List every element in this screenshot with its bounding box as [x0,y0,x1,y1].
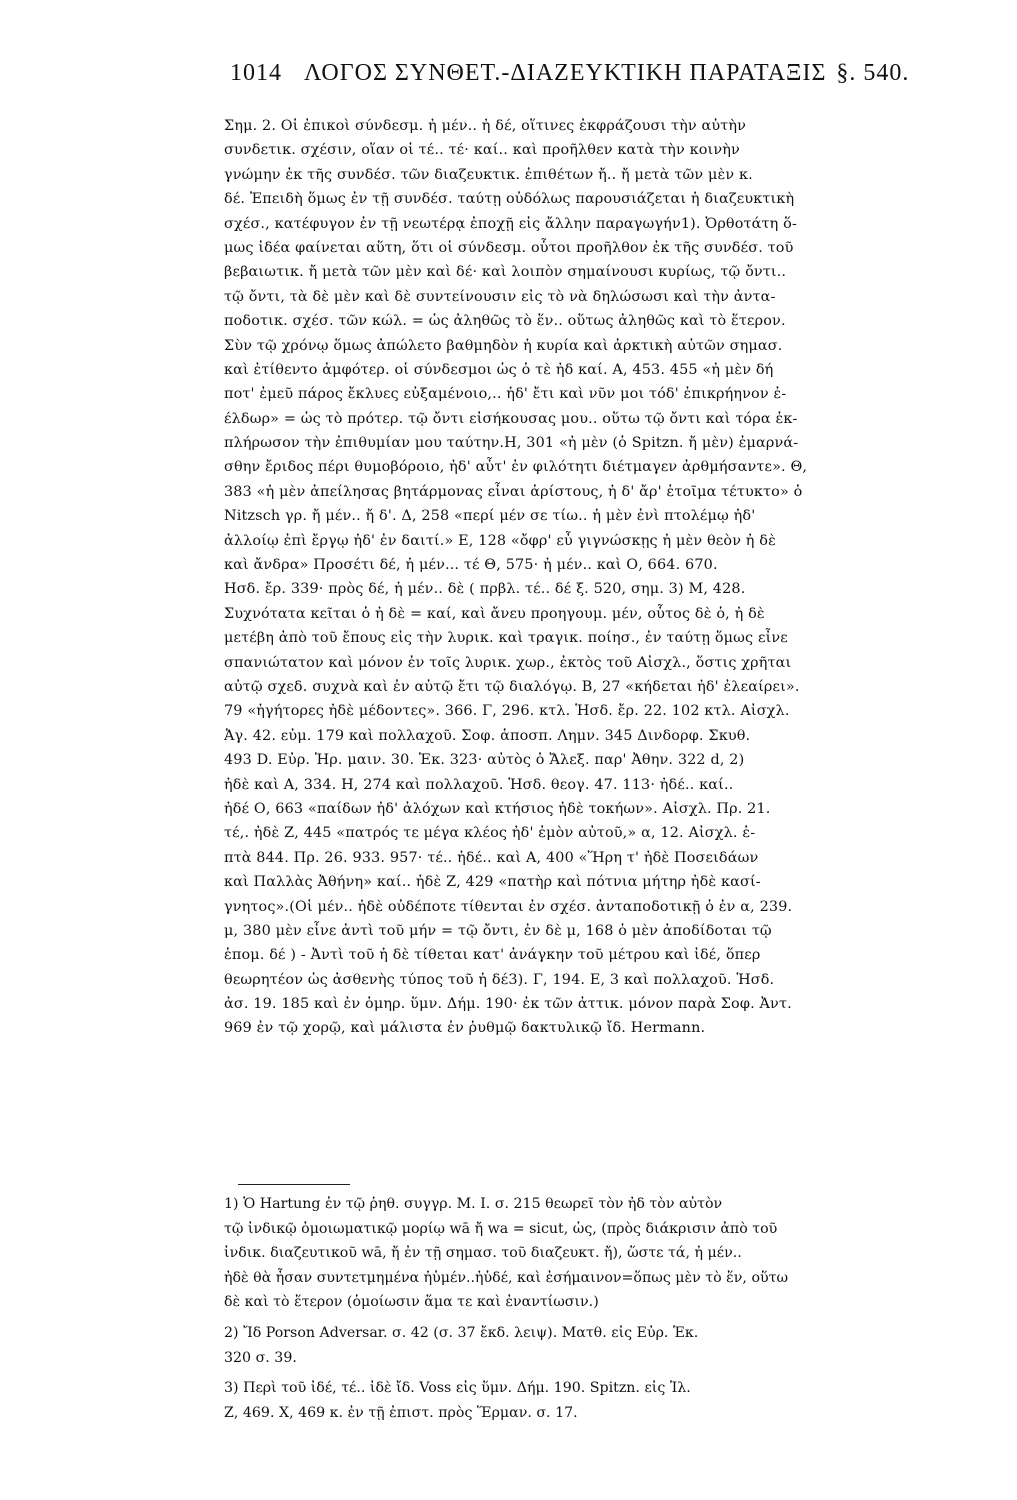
text-line: ἀσ. 19. 185 καὶ ἐν ὁμηρ. ὕμν. Δήμ. 190· ἐκ τῶν ἀττικ. μόνον παρὰ Σοφ. Ἀντ. [224,996,792,1013]
text-line: μ, 380 μὲν εἶνε ἀντὶ τοῦ μήν = τῷ ὄντι, ἐν δὲ μ, 168 ὁ μὲν ἀποδίδοται τῷ [224,922,772,939]
text-line: σθην ἔριδος πέρι θυμοβόροιο, ἠδ' αὖτ' ἐν φιλότητι διέτμαγεν ἀρθμήσαντε». Θ, [224,459,808,476]
text-line: σπανιώτατον καὶ μόνον ἐν τοῖς λυρικ. χωρ., ἐκτὸς τοῦ Αἰσχλ., ὅστις χρῆται [224,654,792,671]
text-line: ἠδὲ καὶ Α, 334. Η, 274 καὶ πολλαχοῦ. Ἡσδ. θεογ. 47. 113· ἠδέ.. καί.. [224,776,734,793]
text-line: 79 «ἡγήτορες ἠδὲ μέδοντες». 366. Γ, 296. κτλ. Ἡσδ. ἔρ. 22. 102 κτλ. Αἰσχλ. [224,703,790,720]
text-line: σχέσ., κατέφυγον ἐν τῇ νεωτέρᾳ ἐποχῇ εἰς ἄλλην παραγωγήν1). Ὀρθοτάτη ὅ- [224,215,797,232]
text-line: ἀλλοίῳ ἐπὶ ἔργῳ ἠδ' ἐν δαιτί.» Ε, 128 «ὄφρ' εὖ γιγνώσκῃς ἠ μὲν θεὸν ἠ δὲ [224,532,776,549]
text-line: ἑπομ. δέ ) - Ἀντὶ τοῦ ἠ δὲ τίθεται κατ' ἀνάγκην τοῦ μέτρου καὶ ἰδέ, ὅπερ [224,947,761,964]
text-line: Ἀγ. 42. εὐμ. 179 καὶ πολλαχοῦ. Σοφ. ἀποσπ. Λημν. 345 Δινδορφ. Σκυθ. [224,727,751,744]
text-line: τῷ ὄντι, τὰ δὲ μὲν καὶ δὲ συντείνουσιν εἰς τὸ νὰ δηλώσωσι καὶ τὴν ἀντα- [224,288,776,305]
text-line: 383 «ἠ μὲν ἀπείλησας βητάρμονας εἶναι ἀρίστους, ἠ δ' ἄρ' ἑτοῖμα τέτυκτο» ὁ [224,483,803,500]
text-line: ἠδέ Ο, 663 «παίδων ἠδ' ἀλόχων καὶ κτήσιος ἠδὲ τοκήων». Αἰσχλ. Πρ. 21. [224,800,771,817]
text-line: μως ἰδέα φαίνεται αὕτη, ὅτι οἱ σύνδεσμ. οὗτοι προῆλθον ἐκ τῆς συνδέσ. τοῦ [224,239,794,256]
section-number: §. 540. [836,60,910,86]
text-line: Nitzsch γρ. ἤ μέν.. ἤ δ'. Δ, 258 «περί μέν σε τίω.. ἠ μὲν ἐνὶ πτολέμῳ ἠδ' [224,508,756,525]
text-line: 969 ἐν τῷ χορῷ, καὶ μάλιστα ἐν ῥυθμῷ δακτυλικῷ ἴδ. Hermann. [224,1020,706,1037]
footnote-line: 320 σ. 39. [224,1349,297,1366]
text-line: καὶ ἄνδρα» Προσέτι δέ, ἠ μέν... τέ Θ, 575· ἠ μέν.. καὶ Ο, 664. 670. [224,557,718,574]
footnote-line: ἰνδικ. διαζευτικοῦ wā, ἤ ἐν τῇ σημασ. τοῦ διαζευκτ. ἤ), ὥστε τά, ἠ μέν.. [224,1245,742,1262]
text-line: ποδοτικ. σχέσ. τῶν κώλ. = ὡς ἀληθῶς τὸ ἕν.. οὕτως ἀληθῶς καὶ τὸ ἕτερον. [224,313,786,330]
text-line: γνώμην ἐκ τῆς συνδέσ. τῶν διαζευκτικ. ἐπιθέτων ἤ.. ἤ μετὰ τῶν μὲν κ. [224,166,753,183]
text-line: Ησδ. ἔρ. 339· πρὸς δέ, ἠ μέν.. δὲ ( πρβλ. τέ.. δέ ξ. 520, σημ. 3) Μ, 428. [224,581,746,598]
footnote-line: 2) Ἴδ Porson Adversar. σ. 42 (σ. 37 ἔκδ. λειψ). Ματθ. εἰς Εὐρ. Ἑκ. [224,1324,699,1341]
text-line: πλήρωσον τὴν ἐπιθυμίαν μου ταύτην.Η, 301 «ἠ μὲν (ὁ Spitzn. ἤ μὲν) ἐμαρνά- [224,435,799,452]
footnote-line: δὲ καὶ τὸ ἕτερον (ὁμοίωσιν ἅμα τε καὶ ἐναντίωσιν.) [224,1294,599,1311]
text-line: συνδετικ. σχέσιν, οἵαν οἱ τέ.. τέ· καί.. καὶ προῆλθεν κατὰ τὴν κοινὴν [224,142,740,159]
text-line: αὐτῷ σχεδ. συχνὰ καὶ ἐν αὐτῷ ἔτι τῷ διαλόγῳ. Β, 27 «κήδεται ἠδ' ἐλεαίρει». [224,678,800,695]
text-line: έλδωρ» = ὡς τὸ πρότερ. τῷ ὄντι εἰσήκουσας μου.. οὕτω τῷ ὄντι καὶ τόρα ἐκ- [224,410,798,427]
footnote-3 [224,1376,918,1425]
running-header [230,60,930,100]
text-line: θεωρητέον ὡς ἀσθενὴς τύπος τοῦ ἠ δέ3). Γ, 194. Ε, 3 καὶ πολλαχοῦ. Ἡσδ. [224,971,775,988]
text-line: Σὺν τῷ χρόνῳ ὅμως ἀπώλετο βαθμηδὸν ἡ κυρία καὶ ἀρκτικὴ αὐτῶν σημασ. [224,337,783,354]
chapter-title: ΛΟΓΟΣ ΣΥΝΘΕΤ.-ΔΙΑΖΕΥΚΤΙΚΗ ΠΑΡΑΤΑΞΙΣ [304,60,827,86]
footnote-line: 1) Ὁ Hartung ἐν τῷ ῥηθ. συγγρ. Μ. Ι. σ. 215 θεωρεῖ τὸν ἠδ τὸν αὐτὸν [224,1196,723,1212]
text-line: Σημ. 2. Οἱ ἐπικοὶ σύνδεσμ. ἠ μέν.. ἠ δέ, οἵτινες ἐκφράζουσι τὴν αὐτὴν [224,118,747,134]
text-line: ποτ' ἐμεῦ πάρος ἔκλυες εὐξαμένοιο,.. ἠδ' ἔτι καὶ νῦν μοι τόδ' ἐπικρήηνον ἐ- [224,386,787,403]
text-line: τέ,. ἠδὲ Ζ, 445 «πατρός τε μέγα κλέος ἠδ' ἐμὸν αὐτοῦ,» α, 12. Αἰσχλ. ἑ- [224,825,756,842]
text-line: δέ. Ἐπειδὴ ὅμως ἐν τῇ συνδέσ. ταύτῃ οὐδόλως παρουσιάζεται ἡ διαζευκτικὴ [224,191,795,208]
text-line: πτὰ 844. Πρ. 26. 933. 957· τέ.. ἠδέ.. καὶ Α, 400 «Ἥρη τ' ἠδὲ Ποσειδάων [224,849,759,866]
footnote-line: ἠδὲ θὰ ἦσαν συντετμημένα ἠὑμέν..ἠὑδέ, καὶ ἐσήμαινον=ὅπως μὲν τὸ ἕν, οὕτω [224,1269,789,1286]
page-number: 1014 [230,60,282,86]
footnote-line: Ζ, 469. Χ, 469 κ. ἐν τῇ ἐπιστ. πρὸς Ἕρμαν. σ. 17. [224,1404,578,1421]
text-line: μετέβη ἀπὸ τοῦ ἔπους εἰς τὴν λυρικ. καὶ τραγικ. ποίησ., ἐν ταύτῃ ὅμως εἶνε [224,630,788,647]
footnote-1 [224,1192,918,1315]
text-line: 493 D. Εὐρ. Ἡρ. μαιν. 30. Ἑκ. 323· αὐτὸς ὁ Ἄλεξ. παρ' Ἀθην. 322 d, 2) [224,752,745,769]
footnote-2 [224,1321,918,1370]
text-line: Συχνότατα κεῖται ὁ ἠ δὲ = καί, καὶ ἄνευ προηγουμ. μέν, οὗτος δὲ ὁ, ἠ δὲ [224,605,765,622]
footnote-separator [238,1184,350,1185]
text-line: καὶ ἐτίθεντο ἀμφότερ. οἱ σύνδεσμοι ὡς ὁ τὲ ἠδ καί. Α, 453. 455 «ἠ μὲν δή [224,361,774,378]
footnote-line: 3) Περὶ τοῦ ἰδέ, τέ.. ἰδὲ ἴδ. Voss εἰς ὕμν. Δήμ. 190. Spitzn. εἰς Ἰλ. [224,1380,691,1397]
footnote-line: τῷ ἰνδικῷ ὁμοιωματικῷ μορίῳ wā ἤ wa = sicut, ὡς, (πρὸς διάκρισιν ἀπὸ τοῦ [224,1220,778,1237]
text-line: καὶ Παλλὰς Ἀθήνη» καί.. ἠδὲ Ζ, 429 «πατὴρ καὶ πότνια μήτηρ ἠδὲ κασί- [224,874,761,891]
footnotes [224,1192,918,1425]
main-text [224,114,918,1041]
text-line: βεβαιωτικ. ἤ μετὰ τῶν μὲν καὶ δέ· καὶ λοιπὸν σημαίνουσι κυρίως, τῷ ὄντι.. [224,264,787,281]
text-line: γνητος».(Οἱ μέν.. ἠδὲ οὐδέποτε τίθενται ἐν σχέσ. ἀνταποδοτικῇ ὁ ἐν α, 239. [224,898,793,915]
